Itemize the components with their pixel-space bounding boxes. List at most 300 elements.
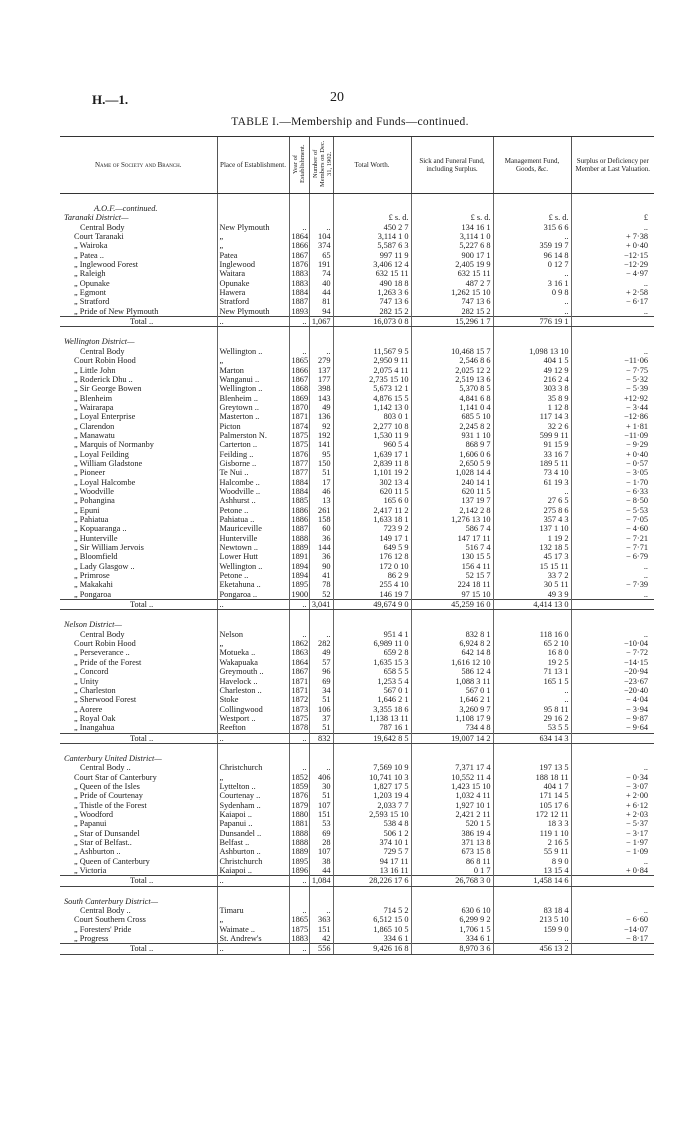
table-row xyxy=(60,639,654,648)
management-fund: 19 2 5 xyxy=(493,658,571,667)
total-worth xyxy=(333,620,411,629)
surplus-per-member: −11·09 xyxy=(571,431,654,440)
surplus-per-member: − 5·39 xyxy=(571,384,654,393)
empty-cell xyxy=(60,886,217,897)
management-fund: 1,458 14 6 xyxy=(493,876,571,886)
member-count: 51 xyxy=(309,791,333,800)
year-established: 1871 xyxy=(289,677,309,686)
member-count: 556 xyxy=(309,944,333,954)
branch-name: Court Southern Cross xyxy=(74,915,146,925)
place-of-establishment: Christchurch xyxy=(217,857,289,866)
surplus-per-member: −20·94 xyxy=(571,667,654,676)
place-of-establishment: Belfast .. xyxy=(217,838,289,847)
management-fund: 2 16 5 xyxy=(493,838,571,847)
place-of-establishment: Lower Hutt xyxy=(217,552,289,561)
table-row xyxy=(60,866,654,876)
sick-funeral-fund: 224 18 11 xyxy=(411,580,493,589)
branch-name: „ Clarendon xyxy=(74,421,115,431)
surplus-per-member: −20·40 xyxy=(571,686,654,695)
table-row xyxy=(60,375,654,384)
year-established: 1878 xyxy=(289,723,309,733)
place-of-establishment: Wakapuaka xyxy=(217,658,289,667)
branch-name: „ Progress xyxy=(74,934,109,944)
sick-funeral-fund: 868 9 7 xyxy=(411,440,493,449)
management-fund: 13 15 4 xyxy=(493,866,571,876)
total-worth: 2,950 9 11 xyxy=(333,356,411,365)
place-of-establishment: Carterton .. xyxy=(217,440,289,449)
surplus-per-member: +12·92 xyxy=(571,394,654,403)
total-worth: 3,355 18 6 xyxy=(333,705,411,714)
surplus-per-member: .. xyxy=(571,906,654,915)
member-count: 57 xyxy=(309,658,333,667)
society-heading-row xyxy=(60,204,654,213)
surplus-per-member: −12·29 xyxy=(571,260,654,269)
member-count: 52 xyxy=(309,590,333,600)
total-worth: 282 15 2 xyxy=(333,307,411,317)
member-count: 104 xyxy=(309,232,333,241)
management-fund: 16 8 0 xyxy=(493,648,571,657)
surplus-per-member: − 3·44 xyxy=(571,403,654,412)
year-established: 1888 xyxy=(289,838,309,847)
year-established: .. xyxy=(289,733,309,743)
total-worth: 1,253 5 4 xyxy=(333,677,411,686)
member-count: 37 xyxy=(309,714,333,723)
branch-name: „ Aorere xyxy=(74,704,103,714)
branch-name: „ Wairarapa xyxy=(74,402,114,412)
sick-funeral-fund: 1,028 14 4 xyxy=(411,468,493,477)
place-of-establishment: Inglewood xyxy=(217,260,289,269)
sick-funeral-fund: 1,927 10 1 xyxy=(411,801,493,810)
branch-name: „ Sherwood Forest xyxy=(74,695,137,705)
surplus-per-member xyxy=(571,944,654,954)
management-fund: 404 1 7 xyxy=(493,782,571,791)
management-fund: 197 13 5 xyxy=(493,763,571,772)
table-row xyxy=(60,366,654,375)
year-established: 1884 xyxy=(289,487,309,496)
management-fund: 171 14 5 xyxy=(493,791,571,800)
col-header-members-text: Number of Members on Dec. 31, 1902. xyxy=(311,140,333,188)
place-of-establishment: St. Andrew's xyxy=(217,934,289,944)
management-fund: 45 17 3 xyxy=(493,552,571,561)
sick-funeral-fund: 931 1 10 xyxy=(411,431,493,440)
total-row xyxy=(60,600,654,610)
management-fund: 71 13 1 xyxy=(493,667,571,676)
surplus-per-member xyxy=(571,204,654,213)
total-worth: 19,642 8 5 xyxy=(333,733,411,743)
place-of-establishment: Nelson xyxy=(217,630,289,639)
table-row xyxy=(60,297,654,306)
member-count: .. xyxy=(309,763,333,772)
branch-name: „ Opunake xyxy=(74,278,110,288)
management-fund: £ s. d. xyxy=(493,213,571,222)
surplus-per-member: −12·86 xyxy=(571,412,654,421)
total-worth: 490 18 8 xyxy=(333,279,411,288)
sick-funeral-fund xyxy=(411,754,493,763)
branch-name: „ Lady Glasgow .. xyxy=(74,561,135,571)
table-title: TABLE I.—Membership and Funds—continued. xyxy=(231,116,469,128)
surplus-per-member: −11·06 xyxy=(571,356,654,365)
sick-funeral-fund: 19,007 14 2 xyxy=(411,733,493,743)
place-of-establishment xyxy=(217,897,289,906)
year-established: .. xyxy=(289,347,309,356)
year-established: 1886 xyxy=(289,506,309,515)
surplus-per-member: − 3·07 xyxy=(571,782,654,791)
place-of-establishment: Westport .. xyxy=(217,714,289,723)
management-fund: 1 12 8 xyxy=(493,403,571,412)
empty-cell xyxy=(493,743,571,754)
management-fund: .. xyxy=(493,487,571,496)
member-count: 107 xyxy=(309,801,333,810)
place-of-establishment: Wellington .. xyxy=(217,562,289,571)
surplus-per-member: − 6·79 xyxy=(571,552,654,561)
year-established xyxy=(289,213,309,222)
member-count: 151 xyxy=(309,810,333,819)
total-worth: 1,263 3 6 xyxy=(333,288,411,297)
year-established: 1880 xyxy=(289,810,309,819)
year-established: 1864 xyxy=(289,658,309,667)
total-worth: 1,101 19 2 xyxy=(333,468,411,477)
management-fund: 1 19 2 xyxy=(493,534,571,543)
total-worth: 3,114 1 0 xyxy=(333,232,411,241)
year-established: 1875 xyxy=(289,714,309,723)
surplus-per-member: .. xyxy=(571,763,654,772)
sick-funeral-fund: 2,142 2 8 xyxy=(411,506,493,515)
management-fund: 30 5 11 xyxy=(493,580,571,589)
empty-cell xyxy=(493,327,571,338)
col-header-year xyxy=(289,137,309,194)
year-established: 1874 xyxy=(289,422,309,431)
total-row xyxy=(60,317,654,327)
total-worth: 146 19 7 xyxy=(333,590,411,600)
member-count: 3,041 xyxy=(309,600,333,610)
sick-funeral-fund: 240 14 1 xyxy=(411,478,493,487)
surplus-per-member: − 3·17 xyxy=(571,829,654,838)
place-of-establishment: Ashhurst .. xyxy=(217,496,289,505)
table-row xyxy=(60,422,654,431)
sick-funeral-fund: 3,114 1 0 xyxy=(411,232,493,241)
branch-name: „ Bloomfield xyxy=(74,552,118,562)
table-row xyxy=(60,403,654,412)
col-header-place: Place of Establishment. xyxy=(217,137,289,194)
management-fund: 53 5 5 xyxy=(493,723,571,733)
year-established: 1894 xyxy=(289,571,309,580)
place-of-establishment xyxy=(217,337,289,346)
total-worth: 1,203 19 4 xyxy=(333,791,411,800)
table-row xyxy=(60,524,654,533)
year-established: 1864 xyxy=(289,232,309,241)
branch-name: „ Star of Belfast.. xyxy=(74,838,132,847)
branch-name: „ Patea .. xyxy=(74,250,104,260)
management-fund: 188 18 11 xyxy=(493,773,571,782)
surplus-per-member: − 3·94 xyxy=(571,705,654,714)
place-of-establishment: Sydenham .. xyxy=(217,801,289,810)
branch-name: „ Pahiatua xyxy=(74,515,109,524)
place-of-establishment: Timaru xyxy=(217,906,289,915)
branch-name: „ Loyal Halcombe xyxy=(74,477,136,487)
branch-name: „ Manawatu xyxy=(74,430,115,440)
sick-funeral-fund: 52 15 7 xyxy=(411,571,493,580)
sick-funeral-fund: 156 4 11 xyxy=(411,562,493,571)
empty-cell xyxy=(60,743,217,754)
place-of-establishment: Hunterville xyxy=(217,534,289,543)
total-worth: 658 5 5 xyxy=(333,667,411,676)
table-row xyxy=(60,847,654,856)
year-established: 1876 xyxy=(289,260,309,269)
table-row xyxy=(60,543,654,552)
sick-funeral-fund: 1,088 3 11 xyxy=(411,677,493,686)
place-of-establishment: „ xyxy=(217,241,289,250)
place-of-establishment: .. xyxy=(217,876,289,886)
year-established: 1894 xyxy=(289,562,309,571)
year-established: 1884 xyxy=(289,288,309,297)
empty-cell xyxy=(309,886,333,897)
branch-name: „ Hunterville xyxy=(74,533,118,543)
year-established xyxy=(289,897,309,906)
sick-funeral-fund: 747 13 6 xyxy=(411,297,493,306)
year-established: .. xyxy=(289,906,309,915)
member-count: 94 xyxy=(309,307,333,317)
total-worth: £ s. d. xyxy=(333,213,411,222)
sick-funeral-fund: 1,276 13 10 xyxy=(411,515,493,524)
empty-cell xyxy=(289,610,309,621)
total-row xyxy=(60,944,654,954)
member-count: 192 xyxy=(309,431,333,440)
total-worth: 632 15 11 xyxy=(333,269,411,278)
total-worth: 176 12 8 xyxy=(333,552,411,561)
management-fund: 8 9 0 xyxy=(493,857,571,866)
branch-name: „ Perseverance .. xyxy=(74,648,130,658)
sick-funeral-fund: 630 6 10 xyxy=(411,906,493,915)
year-established: 1895 xyxy=(289,580,309,589)
spacer-row xyxy=(60,886,654,897)
sick-funeral-fund: 3,260 9 7 xyxy=(411,705,493,714)
sick-funeral-fund: 1,706 1 5 xyxy=(411,925,493,934)
member-count: 137 xyxy=(309,366,333,375)
branch-name: „ Foresters' Pride xyxy=(74,924,132,934)
year-established: 1889 xyxy=(289,847,309,856)
branch-name: Court Robin Hood xyxy=(74,639,136,649)
member-count: 177 xyxy=(309,375,333,384)
sick-funeral-fund: 642 14 8 xyxy=(411,648,493,657)
total-worth: 9,426 16 8 xyxy=(333,944,411,954)
member-count: 13 xyxy=(309,496,333,505)
table-row xyxy=(60,763,654,772)
year-established: 1867 xyxy=(289,667,309,676)
sick-funeral-fund: 86 8 11 xyxy=(411,857,493,866)
management-fund: 159 9 0 xyxy=(493,925,571,934)
sick-funeral-fund: 2,025 12 2 xyxy=(411,366,493,375)
surplus-per-member: − 7·05 xyxy=(571,515,654,524)
place-of-establishment: .. xyxy=(217,944,289,954)
place-of-establishment: Eketahuna .. xyxy=(217,580,289,589)
table-row xyxy=(60,552,654,561)
member-count: 49 xyxy=(309,403,333,412)
page-number: 20 xyxy=(330,90,344,105)
management-fund: 213 5 10 xyxy=(493,915,571,924)
table-row xyxy=(60,906,654,915)
management-fund: 33 7 2 xyxy=(493,571,571,580)
table-row xyxy=(60,431,654,440)
year-established: 1884 xyxy=(289,478,309,487)
empty-cell xyxy=(571,886,654,897)
surplus-per-member: + 0·40 xyxy=(571,241,654,250)
table-row xyxy=(60,241,654,250)
total-worth: 506 1 2 xyxy=(333,829,411,838)
surplus-per-member xyxy=(571,733,654,743)
total-worth xyxy=(333,754,411,763)
table-row xyxy=(60,714,654,723)
year-established: .. xyxy=(289,600,309,610)
table-row xyxy=(60,571,654,580)
management-fund: 132 18 5 xyxy=(493,543,571,552)
member-count: 41 xyxy=(309,571,333,580)
sick-funeral-fund: 832 8 1 xyxy=(411,630,493,639)
table-row xyxy=(60,562,654,571)
place-of-establishment: Newtown .. xyxy=(217,543,289,552)
year-established: 1895 xyxy=(289,857,309,866)
total-row xyxy=(60,876,654,886)
place-of-establishment: Woodville .. xyxy=(217,487,289,496)
management-fund: 27 6 5 xyxy=(493,496,571,505)
empty-cell xyxy=(60,194,217,205)
branch-name: Central Body xyxy=(80,222,125,232)
total-worth: 13 16 11 xyxy=(333,866,411,876)
total-worth: 538 4 8 xyxy=(333,819,411,828)
branch-name: „ Loyal Feilding xyxy=(74,449,129,459)
total-worth: 2,075 4 11 xyxy=(333,366,411,375)
total-worth: 649 5 9 xyxy=(333,543,411,552)
branch-name: „ Stratford xyxy=(74,297,110,307)
member-count: .. xyxy=(309,347,333,356)
table-row xyxy=(60,915,654,924)
management-fund xyxy=(493,204,571,213)
year-established xyxy=(289,204,309,213)
management-fund: 599 9 11 xyxy=(493,431,571,440)
total-worth: 2,735 15 10 xyxy=(333,375,411,384)
surplus-per-member: −10·04 xyxy=(571,639,654,648)
spacer-row xyxy=(60,610,654,621)
surplus-per-member: .. xyxy=(571,590,654,600)
member-count: 141 xyxy=(309,440,333,449)
member-count: 28 xyxy=(309,838,333,847)
table-row xyxy=(60,773,654,782)
place-of-establishment: Reefton xyxy=(217,723,289,733)
sick-funeral-fund: 282 15 2 xyxy=(411,307,493,317)
total-worth: 7,569 10 9 xyxy=(333,763,411,772)
branch-name: „ Egmont xyxy=(74,288,107,298)
sick-funeral-fund: 2,421 2 11 xyxy=(411,810,493,819)
year-established: 1873 xyxy=(289,705,309,714)
col-header-mgmt: Management Fund, Goods, &c. xyxy=(493,137,571,194)
place-of-establishment: Greytown .. xyxy=(217,403,289,412)
empty-cell xyxy=(217,743,289,754)
member-count: 49 xyxy=(309,648,333,657)
management-fund: 0 12 7 xyxy=(493,260,571,269)
member-count: 36 xyxy=(309,552,333,561)
year-established: .. xyxy=(289,876,309,886)
branch-name: Central Body xyxy=(80,346,125,356)
place-of-establishment: .. xyxy=(217,317,289,327)
year-established: 1876 xyxy=(289,450,309,459)
branch-name: „ Star of Dunsandel xyxy=(74,828,140,838)
year-established: 1863 xyxy=(289,648,309,657)
member-count: 107 xyxy=(309,847,333,856)
management-fund: 83 18 4 xyxy=(493,906,571,915)
management-fund: .. xyxy=(493,232,571,241)
branch-name: A.O.F.—continued. xyxy=(94,204,158,213)
spacer-row xyxy=(60,194,654,205)
sick-funeral-fund: 45,259 16 0 xyxy=(411,600,493,610)
branch-name: Nelson District— xyxy=(64,620,122,630)
empty-cell xyxy=(217,194,289,205)
place-of-establishment: .. xyxy=(217,733,289,743)
sick-funeral-fund: 0 1 7 xyxy=(411,866,493,876)
empty-cell xyxy=(217,610,289,621)
branch-name: „ Sir George Bowen xyxy=(74,384,142,394)
branch-name: „ Queen of Canterbury xyxy=(74,856,150,866)
surplus-per-member xyxy=(571,600,654,610)
place-of-establishment: Palmerston N. xyxy=(217,431,289,440)
member-count: 282 xyxy=(309,639,333,648)
year-established: 1900 xyxy=(289,590,309,600)
member-count: 363 xyxy=(309,915,333,924)
total-worth: 567 0 1 xyxy=(333,686,411,695)
table-row xyxy=(60,580,654,589)
branch-name: „ Epuni xyxy=(74,505,100,515)
total-worth: 620 11 5 xyxy=(333,487,411,496)
year-established: 1888 xyxy=(289,534,309,543)
surplus-per-member: .. xyxy=(571,630,654,639)
total-worth: 5,587 6 3 xyxy=(333,241,411,250)
place-of-establishment: Havelock .. xyxy=(217,677,289,686)
place-of-establishment: Christchurch xyxy=(217,763,289,772)
table-row xyxy=(60,897,654,906)
col-header-name: Name of Society and Branch. xyxy=(60,137,217,194)
surplus-per-member: − 8·50 xyxy=(571,496,654,505)
table-row xyxy=(60,810,654,819)
sick-funeral-fund: 734 4 8 xyxy=(411,723,493,733)
member-count: 81 xyxy=(309,297,333,306)
table-row xyxy=(60,232,654,241)
branch-name: Court Star of Canterbury xyxy=(74,772,157,782)
member-count: 69 xyxy=(309,829,333,838)
table-row xyxy=(60,667,654,676)
surplus-per-member: + 2·58 xyxy=(571,288,654,297)
table-row xyxy=(60,819,654,828)
management-fund: 49 3 9 xyxy=(493,590,571,600)
table-row xyxy=(60,223,654,232)
member-count: 17 xyxy=(309,478,333,487)
year-established: 1875 xyxy=(289,925,309,934)
branch-name: Total .. xyxy=(60,876,217,886)
place-of-establishment: Gisborne .. xyxy=(217,459,289,468)
place-of-establishment: Marton xyxy=(217,366,289,375)
place-of-establishment: Stratford xyxy=(217,297,289,306)
empty-cell xyxy=(411,743,493,754)
document-code: H.—1. xyxy=(92,92,129,107)
surplus-per-member: − 0·34 xyxy=(571,773,654,782)
member-count: 44 xyxy=(309,288,333,297)
branch-name: „ Sir William Jervois xyxy=(74,543,144,553)
surplus-per-member: −12·15 xyxy=(571,251,654,260)
total-worth: 1,635 15 3 xyxy=(333,658,411,667)
branch-name: Wellington District— xyxy=(64,337,135,347)
year-established: 1883 xyxy=(289,279,309,288)
place-of-establishment xyxy=(217,754,289,763)
management-fund: 49 12 9 xyxy=(493,366,571,375)
surplus-per-member: .. xyxy=(571,857,654,866)
table-row xyxy=(60,213,654,222)
